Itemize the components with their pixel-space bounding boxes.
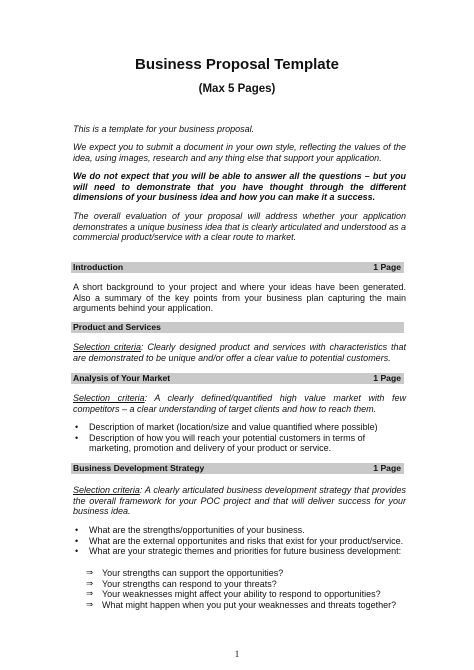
section-header-business-development-strategy <box>71 463 404 474</box>
list-item <box>73 546 406 557</box>
page-number: 1 <box>234 649 240 659</box>
list-item <box>86 568 406 579</box>
right-double-arrow-icon: ⇒ <box>86 578 94 589</box>
section-header-product-and-services <box>71 322 404 333</box>
criteria-label: Selection criteria <box>73 485 140 495</box>
list-item-text: What are your strategic themes and priorities for future business development: <box>89 546 402 557</box>
list-item <box>73 433 406 454</box>
list-item <box>73 536 406 547</box>
section-title: Business Development Strategy <box>73 463 205 473</box>
list-item-text: Your weaknesses might affect your ability to respond to opportunities? <box>102 589 381 600</box>
criteria-label: Selection criteria <box>73 342 141 352</box>
section-header-introduction <box>71 262 404 273</box>
bullet-icon: • <box>75 546 79 557</box>
products-criteria <box>73 342 406 363</box>
bullet-icon: • <box>75 422 79 432</box>
intro-paragraph-1: This is a template for your business proposal. <box>73 124 255 134</box>
right-double-arrow-icon: ⇒ <box>86 589 94 600</box>
page-limit: 1 Page <box>373 373 401 383</box>
list-item-text: What are the external opportunites and risks that exist for your product/service. <box>89 535 404 546</box>
section-title: Introduction <box>73 262 124 272</box>
list-item-text: Description of market (location/size and value quantified where possible) <box>89 422 378 432</box>
section-title: Analysis of Your Market <box>73 373 171 383</box>
bullet-icon: • <box>75 525 79 535</box>
criteria-label: Selection criteria <box>73 393 145 403</box>
list-item <box>86 579 406 590</box>
strategy-criteria <box>73 485 406 517</box>
list-item-text: Description of how you will reach your potential customers in terms of marketing, promotion and delivery of your product or service. <box>89 432 366 454</box>
right-double-arrow-icon: ⇒ <box>86 599 94 610</box>
page-title: Business Proposal Template <box>135 56 339 73</box>
list-item-text: Your strengths can respond to your threats? <box>102 578 277 589</box>
section-header-market-analysis <box>71 373 404 384</box>
list-item <box>86 589 406 600</box>
strategy-arrow-list <box>86 568 406 610</box>
list-item <box>73 525 406 536</box>
strategy-bullet-list <box>73 525 406 557</box>
list-item <box>73 422 406 433</box>
page-limit: 1 Page <box>373 463 401 473</box>
intro-paragraph-3: We do not expect that you will be able to answer all the questions – but you will need to demonstrate that you have thought through the different dimensions of your business idea and how you can make it a success. <box>73 171 406 203</box>
page-subtitle: (Max 5 Pages) <box>198 83 276 95</box>
list-item-text: What are the strengths/opportunities of your business. <box>89 525 305 535</box>
market-bullet-list <box>73 422 406 454</box>
page-limit: 1 Page <box>373 262 401 272</box>
intro-paragraph-4: The overall evaluation of your proposal will address whether your application demonstrates a unique business idea that is clearly articulated and understood as a commercial product/service with a clear route to market. <box>73 211 406 243</box>
introduction-body: A short background to your project and where your ideas have been generated. Also a summary of the key points from your business plan capturing the main arguments behind your application. <box>73 282 406 314</box>
intro-paragraph-2: We expect you to submit a document in your own style, reflecting the values of the idea, using images, research and any thing else that support your application. <box>73 142 406 163</box>
list-item-text: Your strengths can support the opportunities? <box>102 568 284 578</box>
criteria-text: : Clearly designed product and services with characteristics that are demonstrated to be unique and/or offer a clear value to potential customers. <box>73 342 407 363</box>
section-title: Product and Services <box>73 322 161 332</box>
list-item <box>86 600 406 611</box>
criteria-text: : A clearly articulated business development strategy that provides the overall framework for your POC project and that will deliver success for your business idea. <box>73 485 406 517</box>
bullet-icon: • <box>75 432 79 443</box>
market-criteria <box>73 393 406 414</box>
bullet-icon: • <box>75 535 79 546</box>
right-double-arrow-icon: ⇒ <box>86 568 94 578</box>
list-item-text: What might happen when you put your weaknesses and threats together? <box>102 599 397 610</box>
criteria-text: : A clearly defined/quantified high value market with few competitors – a clear understanding of target clients and how to reach them. <box>73 393 407 414</box>
